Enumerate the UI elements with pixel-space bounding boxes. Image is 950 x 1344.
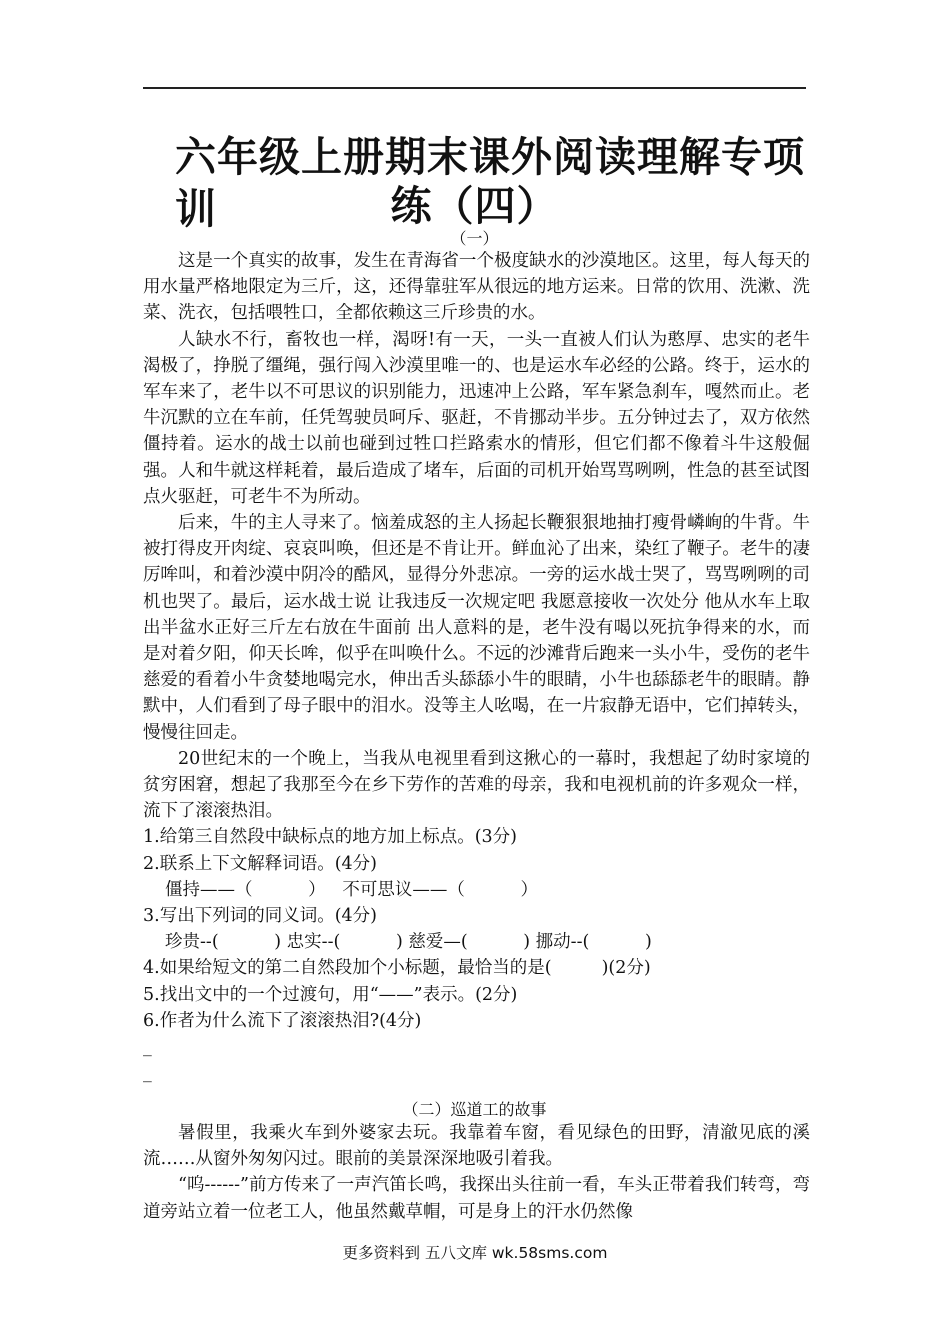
paragraph: 20世纪末的一个晚上，当我从电视里看到这揪心的一幕时，我想起了幼时家境的贫穷困窘，想起了我那至今在乡下劳作的苦难的母亲，我和电视机前的许多观众一样，流下了滚滚热泪。 [143,748,810,822]
question-4: 4.如果给短文的第二自然段加个小标题，最恰当的是( )(2分) [143,958,651,979]
question-1: 1.给第三自然段中缺标点的地方加上标点。(3分) [143,827,517,848]
paragraph: 后来，牛的主人寻来了。恼羞成怒的主人扬起长鞭狠狠地抽打瘦骨嶙峋的牛背。牛被打得皮开肉绽、哀哀叫唤，但还是不肯让开。鲜血沁了出来，染红了鞭子。老牛的凄厉哞叫，和着沙漠中阴冷的酷风，显得分外悲凉。一旁的运水战士哭了，骂骂咧咧的司机也哭了。最后，运水战士说 让我违反一次规定吧 我愿意接收一次处分 他从水车上取出半盆水正好三斤左右放在牛面前 出人意料的是，老牛没有喝以死抗争得来的水，而是对着夕阳，仰天长哞，似乎在叫唤什么。不远的沙滩背后跑来一头小牛，受伤的老牛慈爱的看着小牛贪婪地喝完水，伸出舌头舔舔小牛的眼睛，小牛也舔舔老牛的眼睛。静默中，人们看到了母子眼中的泪水。没等主人吆喝，在一片寂静无语中，它们掉转头，慢慢往回走。 [143,513,810,743]
page-title: 六年级上册期末课外阅读理解专项训 [175,133,805,233]
paragraph: “呜------”前方传来了一声汽笛长鸣，我探出头往前一看，车头正带着我们转弯，弯道旁站立着一位老工人，他虽然戴草帽，可是身上的汗水仍然像 [143,1175,810,1222]
section-heading-2: （二）巡道工的故事 [402,1100,547,1119]
question-3: 3.写出下列词的同义词。(4分) [143,906,377,927]
paragraph: 暑假里，我乘火车到外婆家去玩。我靠着车窗，看见绿色的田野，清澈见底的溪流……从窗外匆匆闪过。眼前的美景深深地吸引着我。 [143,1123,810,1170]
answer-line: _ [143,1063,152,1084]
footer-text: 更多资料到 五八文库 wk.58sms.com [342,1244,608,1262]
question-5: 5.找出文中的一个过渡句，用“——”表示。(2分) [143,984,518,1005]
question-2: 2.联系上下文解释词语。(4分) [143,853,377,874]
paragraph: 人缺水不行，畜牧也一样，渴呀!有一天，一头一直被人们认为憨厚、忠实的老牛渴极了，挣脱了缰绳，强行闯入沙漠里唯一的、也是运水车必经的公路。终于，运水的军车来了，老牛以不可思议的识别能力，迅速冲上公路，军车紧急刹车，嘎然而止。老牛沉默的立在车前，任凭驾驶员呵斥、驱赶，不肯挪动半步。五分钟过去了，双方依然僵持着。运水的战士以前也碰到过牲口拦路索水的情形，但它们都不像着斗牛这般倔强。人和牛就这样耗着，最后造成了堵车，后面的司机开始骂骂咧咧，性急的甚至试图点火驱赶，可老牛不为所动。 [143,329,810,507]
header-rule [143,87,806,89]
passage-2 [143,1120,810,1225]
passage-1 [143,248,810,1086]
section-heading-1: （一） [450,229,499,248]
page-title-line2: 练（四） [390,182,559,230]
answer-line: _ [143,1037,152,1058]
question-6: 6.作者为什么流下了滚滚热泪?(4分) [143,1010,422,1031]
question-2-blanks: 僵持——（ ） 不可思议——（ ） [165,879,538,900]
paragraph: 这是一个真实的故事，发生在青海省一个极度缺水的沙漠地区。这里，每人每天的用水量严格地限定为三斤，这，还得靠驻军从很远的地方运来。日常的饮用、洗漱、洗菜、洗衣，包括喂牲口，全都依赖这三斤珍贵的水。 [143,251,810,324]
question-3-blanks: 珍贵--( ) 忠实--( ) 慈爱—( ) 挪动--( ) [165,932,652,953]
